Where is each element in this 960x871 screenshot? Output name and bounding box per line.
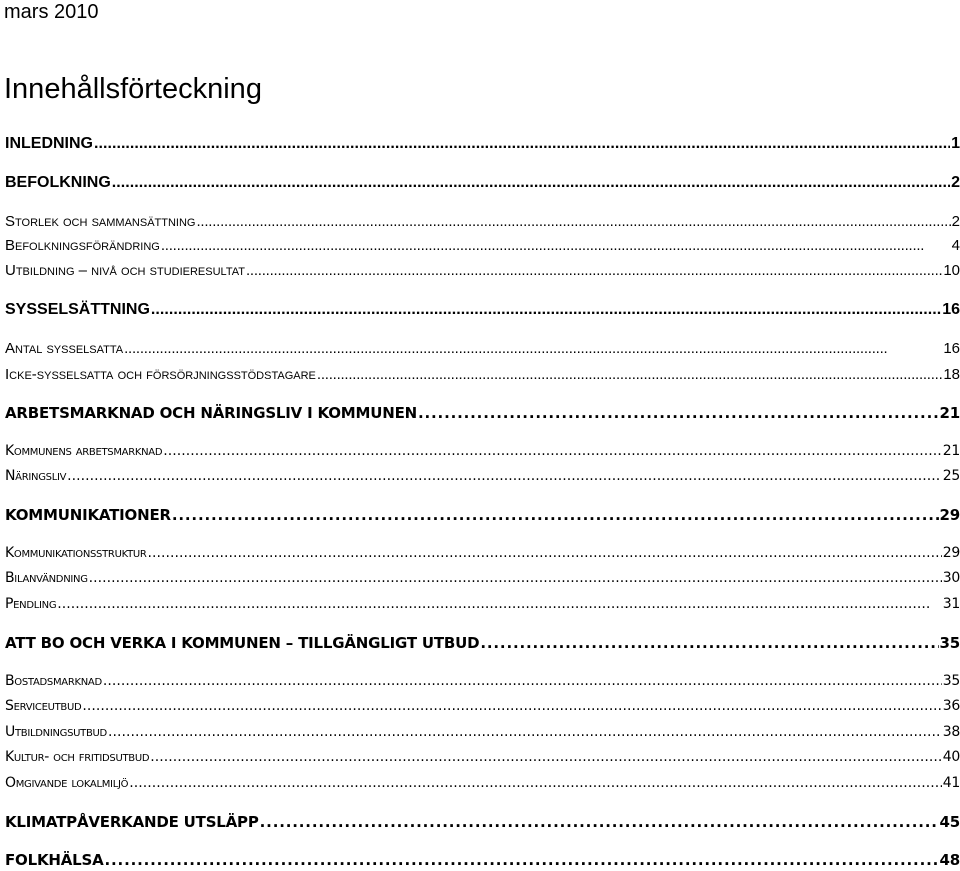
toc-dot-leader — [418, 404, 939, 422]
toc-dot-leader — [67, 468, 942, 484]
toc-entry-label: Pendling — [5, 596, 57, 612]
toc-entry-label: Näringsliv — [5, 468, 67, 484]
toc-entry-label: FOLKHÄLSA — [5, 851, 104, 869]
toc-dot-leader — [112, 174, 950, 192]
toc-entry-label: Befolkningsförändring — [5, 237, 160, 254]
toc-entry-page: 36 — [942, 698, 960, 714]
toc-entry-kommunikationer[interactable] — [5, 506, 960, 524]
toc-entry-page: 29 — [942, 545, 960, 561]
toc-dot-leader — [108, 724, 942, 740]
toc-entry-page: 38 — [942, 724, 960, 740]
toc-entry-page: 41 — [942, 775, 960, 791]
toc-dot-leader — [260, 813, 939, 831]
toc-dot-leader — [150, 749, 942, 765]
toc-dot-leader — [129, 775, 942, 791]
toc-entry-kommunikationsstruktur[interactable] — [5, 545, 960, 561]
toc-entry-label: Bilanvändning — [5, 570, 88, 586]
toc-entry-label: Kultur- och fritidsutbud — [5, 749, 150, 765]
toc-entry-label: INLEDNING — [5, 135, 93, 152]
toc-dot-leader — [57, 596, 941, 612]
toc-dot-leader — [161, 237, 951, 254]
toc-entry-page: 48 — [939, 851, 960, 869]
toc-entry-page: 4 — [951, 237, 960, 254]
toc-dot-leader — [151, 301, 941, 319]
toc-dot-leader — [172, 506, 939, 524]
toc-entry-page: 18 — [943, 366, 960, 383]
toc-entry-omgivande-lokalmiljo[interactable] — [5, 775, 960, 791]
toc-entry-page: 16 — [942, 301, 960, 318]
toc-entry-kommunens-arbetsmarknad[interactable] — [5, 443, 960, 459]
toc-entry-label: Utbildningsutbud — [5, 724, 107, 740]
toc-entry-icke-sysselsatta[interactable] — [5, 366, 960, 383]
toc-entry-page: 35 — [942, 673, 960, 689]
toc-entry-label: Utbildning – nivå och studieresultat — [5, 262, 245, 279]
toc-entry-storlek[interactable] — [5, 213, 960, 230]
toc-entry-page: 16 — [943, 340, 960, 357]
toc-entry-page: 1 — [951, 135, 960, 152]
toc-entry-antal-sysselsatta[interactable] — [5, 340, 960, 357]
toc-entry-label: Serviceutbud — [5, 698, 82, 714]
toc-entry-page: 21 — [939, 404, 960, 422]
toc-entry-label: Kommunikationsstruktur — [5, 545, 147, 561]
toc-entry-klimatpaverkande-utslapp[interactable] — [5, 813, 960, 831]
toc-entry-page: 21 — [942, 443, 960, 459]
toc-entry-befolkning[interactable] — [5, 174, 960, 192]
toc-dot-leader — [94, 135, 950, 153]
toc-entry-label: Storlek och sammansättning — [5, 213, 196, 230]
toc-entry-label: KLIMATPÅVERKANDE UTSLÄPP — [5, 813, 259, 831]
toc-entry-label: Kommunens arbetsmarknad — [5, 443, 163, 459]
toc-entry-pendling[interactable] — [5, 596, 960, 612]
toc-dot-leader — [148, 545, 942, 561]
toc-entry-label: ATT BO OCH VERKA I KOMMUNEN – TILLGÄNGLIGT UTBUD — [5, 634, 480, 652]
toc-entry-sysselsattning[interactable] — [5, 301, 960, 319]
toc-entry-page: 30 — [942, 570, 960, 586]
toc-entry-naringsliv[interactable] — [5, 468, 960, 484]
toc-dot-leader — [317, 366, 942, 383]
toc-entry-inledning[interactable] — [5, 135, 960, 153]
toc-entry-label: Bostadsmarknad — [5, 673, 102, 689]
toc-dot-leader — [163, 443, 942, 459]
toc-entry-befolkningsforandring[interactable] — [5, 237, 960, 254]
toc-entry-page: 2 — [951, 174, 960, 191]
toc-entry-label: SYSSELSÄTTNING — [5, 301, 150, 318]
toc-entry-page: 45 — [939, 813, 960, 831]
toc-entry-page: 2 — [951, 213, 960, 230]
toc-entry-utbildningsutbud[interactable] — [5, 724, 960, 740]
page-header-date: mars 2010 — [4, 1, 99, 23]
toc-entry-bostadsmarknad[interactable] — [5, 673, 960, 689]
toc-entry-label: BEFOLKNING — [5, 174, 111, 191]
toc-dot-leader — [89, 570, 942, 586]
toc-dot-leader — [197, 213, 951, 230]
toc-entry-label: KOMMUNIKATIONER — [5, 506, 171, 524]
toc-entry-serviceutbud[interactable] — [5, 698, 960, 714]
toc-entry-arbetsmarknad[interactable] — [5, 404, 960, 422]
toc-entry-label: Omgivande lokalmiljö — [5, 775, 129, 791]
toc-dot-leader — [480, 634, 938, 652]
toc-entry-label: Icke-sysselsatta och försörjningsstödstagare — [5, 366, 316, 383]
toc-entry-att-bo-och-verka[interactable] — [5, 634, 960, 652]
toc-entry-label: Antal sysselsatta — [5, 340, 124, 357]
toc-entry-page: 10 — [943, 262, 960, 279]
toc-entry-label: ARBETSMARKNAD OCH NÄRINGSLIV I KOMMUNEN — [5, 404, 417, 422]
toc-entry-page: 31 — [942, 596, 960, 612]
toc-title: Innehållsförteckning — [4, 73, 262, 105]
toc-dot-leader — [82, 698, 941, 714]
toc-dot-leader — [103, 673, 942, 689]
toc-entry-page: 29 — [939, 506, 960, 524]
toc-entry-utbildning[interactable] — [5, 262, 960, 279]
toc-dot-leader — [246, 262, 942, 279]
toc-entry-page: 25 — [942, 468, 960, 484]
toc-entry-page: 40 — [942, 749, 960, 765]
toc-entry-folkhalsa[interactable] — [5, 851, 960, 869]
toc-entry-kultur-och-fritidsutbud[interactable] — [5, 749, 960, 765]
toc-dot-leader — [124, 340, 942, 357]
toc-entry-bilanvandning[interactable] — [5, 570, 960, 586]
toc-dot-leader — [105, 851, 939, 869]
toc-entry-page: 35 — [939, 634, 960, 652]
